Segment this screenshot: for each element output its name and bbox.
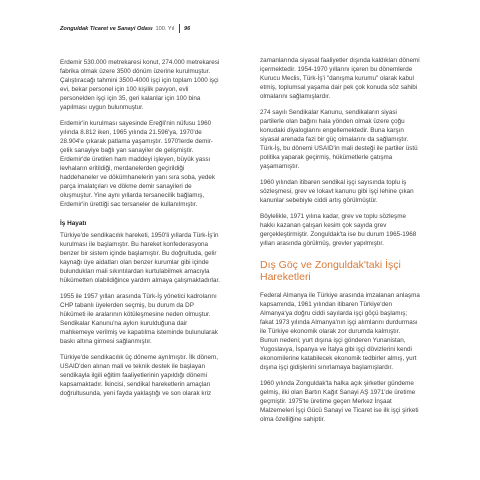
- page-number: 96: [184, 25, 191, 32]
- running-header: [60, 24, 190, 33]
- right-paragraph-2: 274 sayılı Sendikalar Kanunu, sendikaların siyasi partilerle olan bağını hala yönden olmak üzere çoğu konudaki diyaloglarını engellemektedir. Buna karşın siyasal arenada fazi bir güç olmalarını da sağlamıştır. Türk-İş, bu dönemi USAID'in mali desteği ile partiler üstü politika yaparak geçirmiş, hükümetlerle çatışma yaşamamıştır.: [260, 109, 418, 170]
- right-paragraph-5: Federal Almanya ile Türkiye arasında imzalanan anlaşma kapsamında, 1961 yılından itibaren Türkiye'den Almanya'ya doğru ciddi sayılarda işçi göçü başlamış; fakat 1973 yılında Almanya'nın işçi alımlarını durdurması ile Türkiye ekonomik olarak zor durumda kalmıştır. Bunun nedeni; yurt dışına işçi gönderen Yunanistan, Yugoslavya, İspanya ve İtalya gibi işçi dövizlerini kendi ekonomilerine katabilecek ekonomik tedbirler almış, yurt dışına işçi gidişlerini sınırlamaya başlamışlardır.: [260, 292, 420, 371]
- section-heading-dis-goc: Dış Göç ve Zonguldak'taki İşçi Hareketleri: [260, 259, 401, 283]
- left-paragraph-2: Erdemir'in kurulması sayesinde Ereğli'nin nüfusu 1960 yılında 8.812 iken, 1965 yılında 21.596'ya, 1970'de 28.904'e çıkarak patlama yaşamıştır. 1970'lerde demir-çelik sanayiye bağlı yan sanayiler de gelişmiştir. Erdemir'de üretilen ham maddeyi işleyen, büyük yassı levhaların eritildiği, merdanelerden geçirildiği haddehaneler ve dökümhanelerin yanı sıra soba, yedek parça imalatçıları ve dökme demir sanayileri de oluşmuştur. Yine aynı yıllarda tersanecilik bağlamış, Erdemir'in ürettiği sac tersaneler de kullanılmıştır.: [60, 120, 216, 208]
- right-paragraph-6: 1960 yılında Zonguldak'ta halka açık şirketler gündeme gelmiş, ilki olan Bartın Kağıt Sanayi AŞ 1971'de üretime geçmiştir. 1975'te üretime geçen Merkez İnşaat Malzemeleri İşçi Gücü Sanayi ve Ticaret ise ilk işçi şirketi olma özelliğine sahiptir.: [260, 380, 419, 423]
- left-paragraph-3: Türkiye'de sendikacılık hareketi, 1950'li yıllarda Türk-İş'in kurulması ile başlamıştır. Bu hareket konfederasyona benzer bir sistem içinde başlamıştır. Bu doğrultuda, gelir kaynağı üye aidatları olan benzer kurumlar gibi içinde bulundukları mali sıkıntılardan kurtulabilmek amacıyla hükümetten olabildiğince yardım almaya çalışmaktadırlar.: [60, 232, 220, 284]
- right-column: [260, 56, 420, 424]
- header-divider: [179, 24, 180, 33]
- left-paragraph-4: 1955 ile 1957 yılları arasında Türk-İş yönetici kadrolarını CHP tabanlı üyelerden seçmiş, bu durum da DP hükümeti ile aralarının kötüleşmesine neden olmuştur. Sendikalar Kanunu'na aykırı kurulduğuna dair mahkemeye verilmiş ve kapatılma isteminde bulunularak baskı altına girmesi sağlanmıştır.: [60, 293, 218, 345]
- right-paragraph-4: Böylelikle, 1971 yılına kadar, grev ve toplu sözleşme hakkı kazanan çalışan kesim çok sayıda grev gerçekleştirmiştir. Zonguldak'ta ise bu durum 1965-1968 yılları arasında görülmüş, grevler yapılmıştır.: [260, 213, 417, 247]
- section-heading-is-hayati: İş Hayatı: [60, 220, 87, 227]
- right-paragraph-1: zamanlarında siyasal faaliyetler dışında kaldıkları dönemi içermektedir. 1954-1970 yıllarını içeren bu dönemlerde Kurucu Meclis, Türk-İş'i "danışma kurumu" olarak kabul etmiş, toplumsal yaşama dair pek çok konuda söz sahibi olmalarını sağlamışlardır.: [260, 57, 420, 100]
- left-column: [60, 58, 220, 398]
- header-year: 100. Yıl: [155, 25, 175, 32]
- left-paragraph-5: Türkiye'de sendikacılık üç döneme ayrılmıştır. İlk dönem, USAID'den alınan mali ve teknik destek ile başlayan sendikayla ilgili eğitim faaliyetlerinin yapıldığı dönemi kapsamaktadır. İkincisi, sendikal hareketlerin amaçları doğrultusunda, yeni fayda yaklaştığı ve son olarak kriz: [60, 354, 218, 397]
- right-paragraph-3: 1960 yılından itibaren sendikal işçi sayısında toplu iş sözleşmesi, grev ve lokavt kanunu gibi işçi lehine çıkan kanunlar sebebiyle ciddi artış görülmüştür.: [260, 179, 414, 204]
- left-paragraph-1: Erdemir 530.000 metrekaresi konut, 274.000 metrekaresi fabrika olmak üzere 3500 dönüm üzerine kurulmuştur. Çalıştıracağı tahmini 3500-4000 işçi için toplam 1000 işçi evi, bekar personel için 100 kişilik pavyon, evli personelden işçi için 35, geri kalanlar için 100 bina yapılması uygun bulunmuştur.: [60, 59, 220, 111]
- header-title: Zonguldak Ticaret ve Sanayi Odası: [60, 25, 153, 32]
